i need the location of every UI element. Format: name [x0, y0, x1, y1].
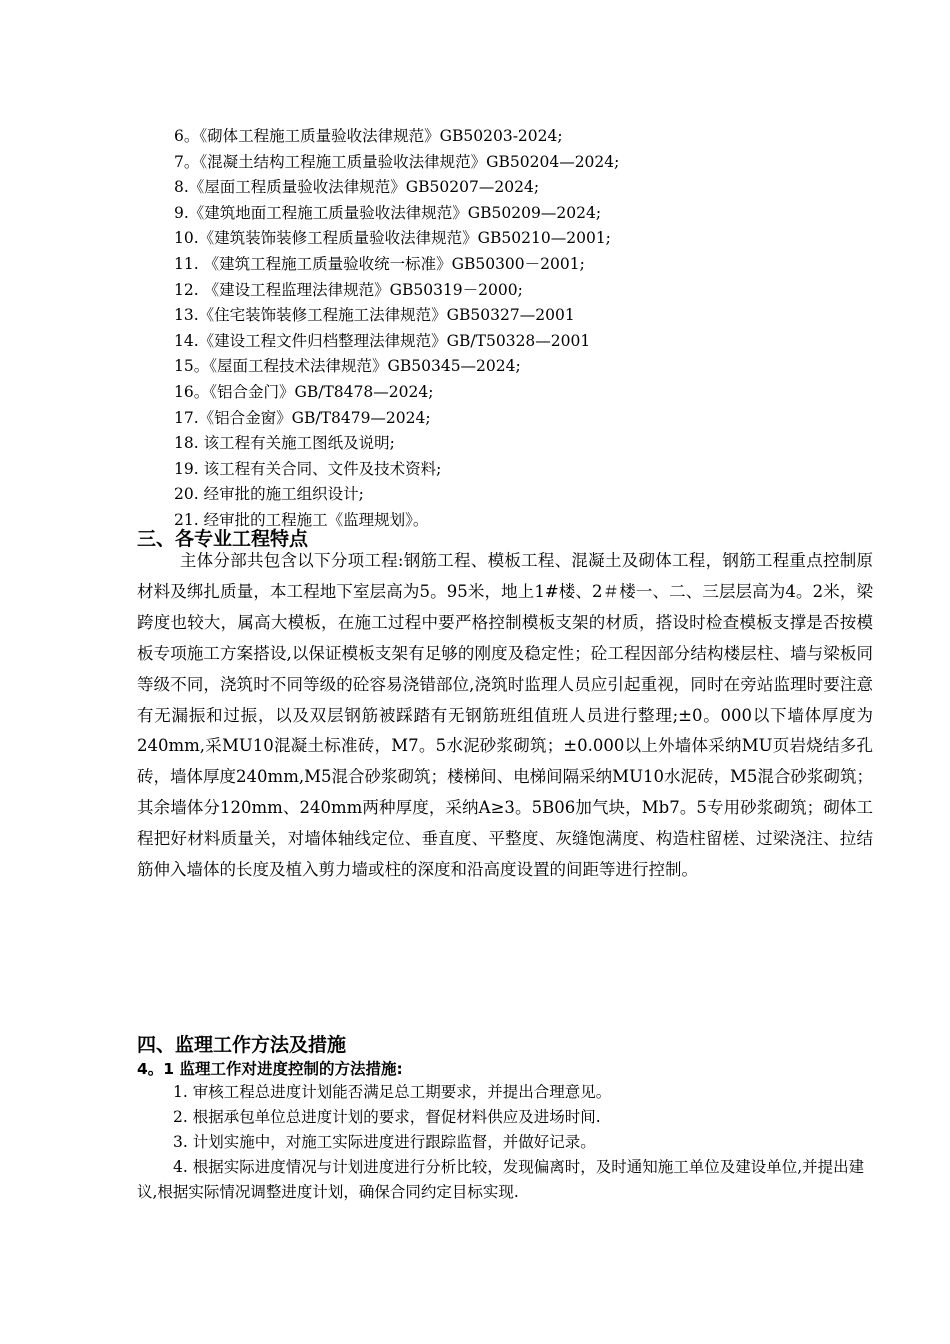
measure-item: 4. 根据实际进度情况与计划进度进行分析比较，发现偏离时，及时通知施工单位及建设单位,并提出建议,根据实际情况调整进度计划，确保合同约定目标实现.	[137, 1158, 865, 1201]
section-heading-supervision-methods: 四、监理工作方法及措施	[137, 1034, 347, 1056]
section-heading-project-features: 三、各专业工程特点	[137, 528, 309, 550]
reference-item: 18. 该工程有关施工图纸及说明;	[174, 434, 395, 453]
reference-item: 12. 《建设工程监理法律规范》GB50319－2000;	[174, 280, 523, 299]
reference-item: 7。《混凝土结构工程施工质量验收法律规范》GB50204—2024;	[174, 152, 620, 171]
reference-item: 14.《建设工程文件归档整理法律规范》GB/T50328—2001	[174, 331, 591, 350]
reference-item: 10.《建筑装饰装修工程质量验收法律规范》GB50210—2001;	[174, 229, 611, 248]
reference-item: 8.《屋面工程质量验收法律规范》GB50207—2024;	[174, 178, 540, 197]
reference-item: 15。《屋面工程技术法律规范》GB50345—2024;	[174, 357, 521, 376]
reference-item: 6。《砌体工程施工质量验收法律规范》GB50203-2024;	[174, 127, 563, 145]
reference-list	[174, 124, 894, 534]
measure-item: 1. 审核工程总进度计划能否满足总工期要求，并提出合理意见。	[173, 1083, 612, 1101]
project-features-paragraph: 主体分部共包含以下分项工程:钢筋工程、模板工程、混凝土及砌体工程，钢筋工程重点控制原材料及绑扎质量，本工程地下室层高为5。95米，地上1#楼、2＃楼一、二、三层层高为4。2米，梁跨度也较大，属高大模板，在施工过程中要严格控制模板支架的材质，搭设时检查模板支撑是否按模板专项施工方案搭设,以保证模板支架有足够的刚度及稳定性；砼工程因部分结构楼层柱、墙与梁板同等级不同，浇筑时不同等级的砼容易浇错部位,浇筑时监理人员应引起重视，同时在旁站监理时要注意有无漏振和过振，以及双层钢筋被踩踏有无钢筋班组值班人员进行整理;±0。000以下墙体厚度为240mm,采MU10混凝土标准砖，M7。5水泥砂浆砌筑；±0.000以上外墙体采纳MU页岩烧结多孔砖，墙体厚度240mm,M5混合砂浆砌筑；楼梯间、电梯间隔采纳MU10水泥砖，M5混合砂浆砌筑；其余墙体分120mm、240mm两种厚度，采纳A≥3。5B06加气块，Mb7。5专用砂浆砌筑；砌体工程把好材料质量关，对墙体轴线定位、垂直度、平整度、灰缝饱满度、构造柱留槎、过梁浇注、拉结筋伸入墙体的长度及植入剪力墙或柱的深度和沿高度设置的间距等进行控制。	[137, 551, 873, 880]
progress-control-measures	[137, 1080, 867, 1205]
reference-item: 20. 经审批的施工组织设计;	[174, 485, 364, 504]
measure-item: 2. 根据承包单位总进度计划的要求，督促材料供应及进场时间.	[173, 1108, 601, 1126]
reference-item: 16。《铝合金门》GB/T8478—2024;	[174, 382, 434, 401]
reference-item: 9.《建筑地面工程施工质量验收法律规范》GB50209—2024;	[174, 203, 602, 222]
reference-item: 13.《住宅装饰装修工程施工法律规范》GB50327—2001	[174, 306, 575, 325]
reference-item: 11. 《建筑工程施工质量验收统一标准》GB50300－2001;	[174, 254, 585, 273]
reference-item: 21. 经审批的工程施工《监理规划》。	[174, 510, 429, 529]
measure-item: 3. 计划实施中，对施工实际进度进行跟踪监督，并做好记录。	[173, 1133, 596, 1151]
subsection-heading-progress-control: 4。1 监理工作对进度控制的方法措施:	[137, 1060, 403, 1078]
reference-item: 19. 该工程有关合同、文件及技术资料;	[174, 459, 442, 478]
reference-item: 17.《铝合金窗》GB/T8479—2024;	[174, 408, 431, 427]
